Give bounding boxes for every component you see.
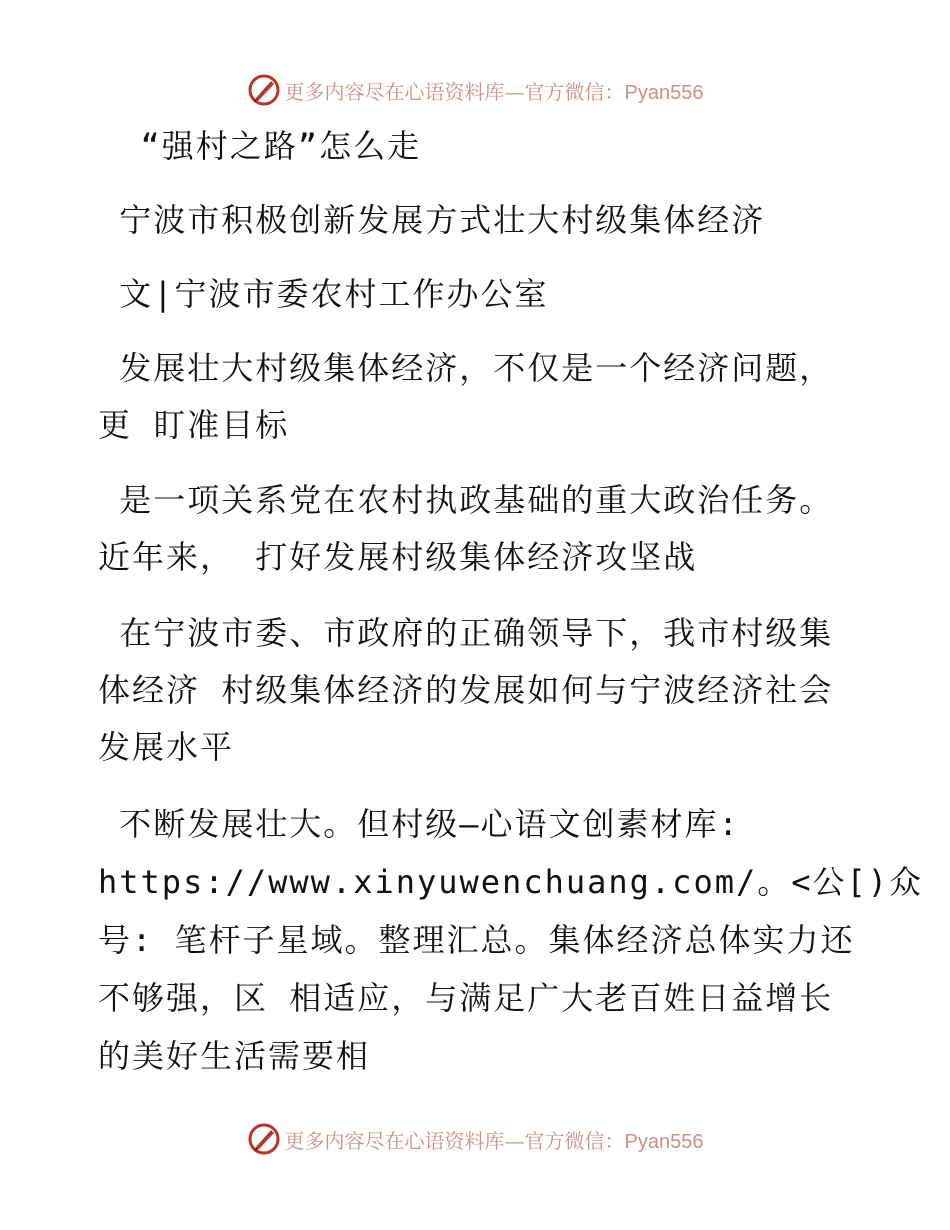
footer-banner-label: 更多内容尽在心语资料库—官方微信： — [284, 1128, 625, 1153]
footer-banner-handle: Pyan556 — [624, 1130, 704, 1153]
text-line: 是一项关系党在农村执政基础的重大政治任务。 — [98, 481, 834, 519]
footer-banner — [0, 1119, 950, 1159]
text-line: 发展水平 — [98, 728, 235, 766]
document-author: 文|宁波市委农村工作办公室 — [98, 275, 549, 313]
header-banner-handle: Pyan556 — [624, 81, 704, 104]
text-line: 更 盯准目标 — [98, 406, 290, 444]
text-line: 近年来， 打好发展村级集体经济攻坚战 — [98, 538, 698, 576]
text-line: 在宁波市委、市政府的正确领导下，我市村级集 — [98, 614, 834, 652]
text-line: 的美好生活需要相 — [98, 1037, 371, 1075]
text-line: 发展壮大村级集体经济，不仅是一个经济问题， — [98, 349, 834, 387]
document-subtitle: 宁波市积极创新发展方式壮大村级集体经济 — [98, 201, 766, 239]
footer-banner-inner — [247, 1122, 704, 1156]
text-line: 不断发展壮大。但村级—心语文创素材库: — [98, 805, 740, 843]
header-banner-label: 更多内容尽在心语资料库—官方微信： — [284, 79, 625, 104]
pen-logo-icon — [247, 1122, 281, 1156]
footer-banner-text — [285, 1125, 704, 1154]
text-line: 体经济 村级集体经济的发展如何与宁波经济社会 — [98, 671, 834, 709]
document-title: “强村之路”怎么走 — [98, 127, 422, 165]
text-line: 号: 笔杆子星域。整理汇总。集体经济总体实力还 — [98, 921, 855, 959]
text-line: https://www.xinyuwenchuang.com/。<公[)众 — [98, 863, 924, 901]
text-line: 不够强，区 相适应，与满足广大老百姓日益增长 — [98, 979, 834, 1017]
